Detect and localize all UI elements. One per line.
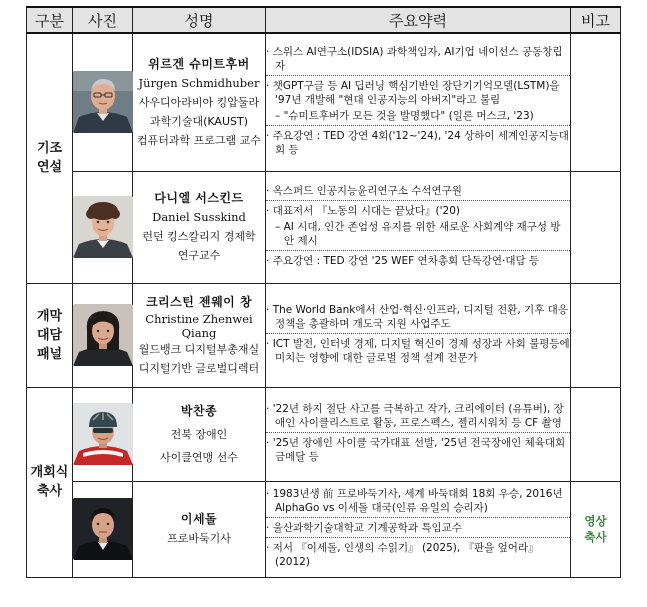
photo-cell [73,387,133,481]
person-name: 다니엘 서스킨드 [154,191,244,205]
divider [266,200,570,201]
achievement-item: · 주요강연 : TED 강연 '25 WEF 연차총회 단독강연·대담 등 [266,255,540,267]
table-header-row [27,7,621,33]
person-name: 크리스틴 젠웨이 창 [145,294,253,309]
achievement-item: · 주요강연 : TED 강연 4회('12~'24), '24 상하이 세계인공지능대회 등 [266,130,569,157]
portrait-photo-man-dark-suit [73,498,133,560]
divider [266,250,570,251]
divider [266,432,570,433]
category-label: 기조 [36,141,63,157]
note-cell [571,33,621,171]
note-label: 영상 [584,514,607,528]
person-name-en: Jürgen Schmidhuber [138,75,260,90]
achievement-item: · 스위스 AI연구소(IDSIA) 과학책임자, AI기업 네이선스 공동창립자 [266,46,563,73]
affiliation-line: 전북 장애인 [170,427,228,441]
person-name: 이세돌 [180,512,218,526]
divider [266,125,570,126]
portrait-photo-cyclist-helmet [73,403,133,465]
achievements-cell [266,171,571,283]
table-row [27,283,621,387]
person-name-en: Christine Zhenwei Qiang [145,311,253,340]
affiliation-line: 연구교수 [177,249,221,262]
achievements-cell [266,387,571,481]
divider [266,537,570,538]
portrait-photo-elderly-man-glasses [73,71,133,133]
photo-cell [73,33,133,171]
speaker-table [26,6,621,578]
photo-cell [73,283,133,387]
affiliation-line: 컴퓨터과학 프로그램 교수 [137,133,261,147]
portrait-photo-woman-dark-hair [73,304,133,366]
achievements-cell [266,481,571,577]
achievement-item: · 옥스퍼드 인공지능윤리연구소 수석연구원 [266,185,462,197]
category-label: 개회식 [30,465,69,480]
person-name: 박찬종 [180,403,218,418]
category-label: 축사 [36,484,63,499]
note-cell [571,481,621,577]
affiliation-line: 사이클연맹 선수 [160,450,238,464]
achievements-cell [266,283,571,387]
name-cell [133,283,266,387]
table-row [27,481,621,577]
header-note: 비고 [571,7,621,33]
achievement-item: · ICT 발전, 인터넷 경제, 디지털 혁신이 경제 성장과 사회 불평등에 미치는 영향에 대한 글로벌 정책 설계 전문가 [266,338,570,364]
divider [266,333,570,334]
category-label: 패널 [36,346,63,362]
name-cell [133,481,266,577]
category-label: 대담 [36,327,63,343]
photo-cell [73,481,133,577]
category-cell [27,33,73,283]
table-row [27,387,621,481]
category-label: 연설 [36,160,63,176]
achievement-item: · '25년 장애인 사이클 국가대표 선발, '25년 전국장애인 체육대회 금메달 등 [266,437,566,463]
category-cell [27,283,73,387]
name-cell [133,33,266,171]
achievement-subitem: – AI 시대, 인간 존엄성 유지를 위한 새로운 사회계약 재구성 방안 제시 [275,221,561,247]
affiliation-line: 런던 킹스칼리지 경제학 [142,230,256,243]
name-cell [133,171,266,283]
header-photo: 사진 [73,7,133,33]
category-cell [27,387,73,577]
achievement-item: · '22년 하지 절단 사고를 극복하고 작가, 크리에이터 (유튜버), 장애인 사이클리스트로 활동, 프로스펙스, 젤리시워치 등 CF 촬영 [266,403,564,429]
affiliation-line: 월드뱅크 디지털부총재실 [138,342,260,356]
note-cell [571,387,621,481]
divider [266,75,570,76]
achievement-subitem: – "슈미트후버가 모든 것을 발명했다" (일론 머스크, '23) [275,110,534,123]
category-label: 개막 [36,308,63,324]
affiliation-line: 프로바둑기사 [167,532,231,545]
affiliation-line: 디지털기반 글로벌디렉터 [138,361,260,375]
divider [266,517,570,518]
achievement-item: · 챗GPT구글 등 AI 딥러닝 핵심기반인 장단기기억모델(LSTM)을 '97년 개발해 "현대 인공지능의 아버지"라고 불림 [266,80,560,107]
note-cell [571,283,621,387]
achievement-item: · 저서 『이세돌, 인생의 수읽기』 (2025), 『판을 엎어라』 (2012) [266,542,539,568]
header-name: 성명 [133,7,266,33]
portrait-photo-young-man-curly-hair [73,196,133,258]
achievement-item: · 울산과학기술대학교 기계공학과 특임교수 [266,522,462,534]
achievement-item: · 1983년생 前 프로바둑기사, 세계 바둑대회 18회 우승, 2016년 AlphaGo vs 이세돌 대국(인류 유일의 승리자) [266,488,563,514]
header-category: 구분 [27,7,73,33]
person-name: 위르겐 슈미트후버 [148,56,250,71]
achievements-cell [266,33,571,171]
note-label: 축사 [584,530,607,544]
photo-cell [73,171,133,283]
affiliation-line: 사우디아라비아 킹압둘라 [138,95,260,109]
header-achievements: 주요약력 [266,7,571,33]
affiliation-line: 과학기술대(KAUST) [149,114,248,128]
person-name-en: Daniel Susskind [152,210,246,224]
table-row [27,171,621,283]
name-cell [133,387,266,481]
table-row [27,33,621,171]
achievement-item: · The World Bank에서 산업·혁신·인프라, 디지털 전환, 기후 대응 정책을 총괄하며 개도국 지원 사업주도 [266,304,568,330]
achievement-item: · 대표저서 『노동의 시대는 끝났다』('20) [266,205,460,217]
note-cell [571,171,621,283]
